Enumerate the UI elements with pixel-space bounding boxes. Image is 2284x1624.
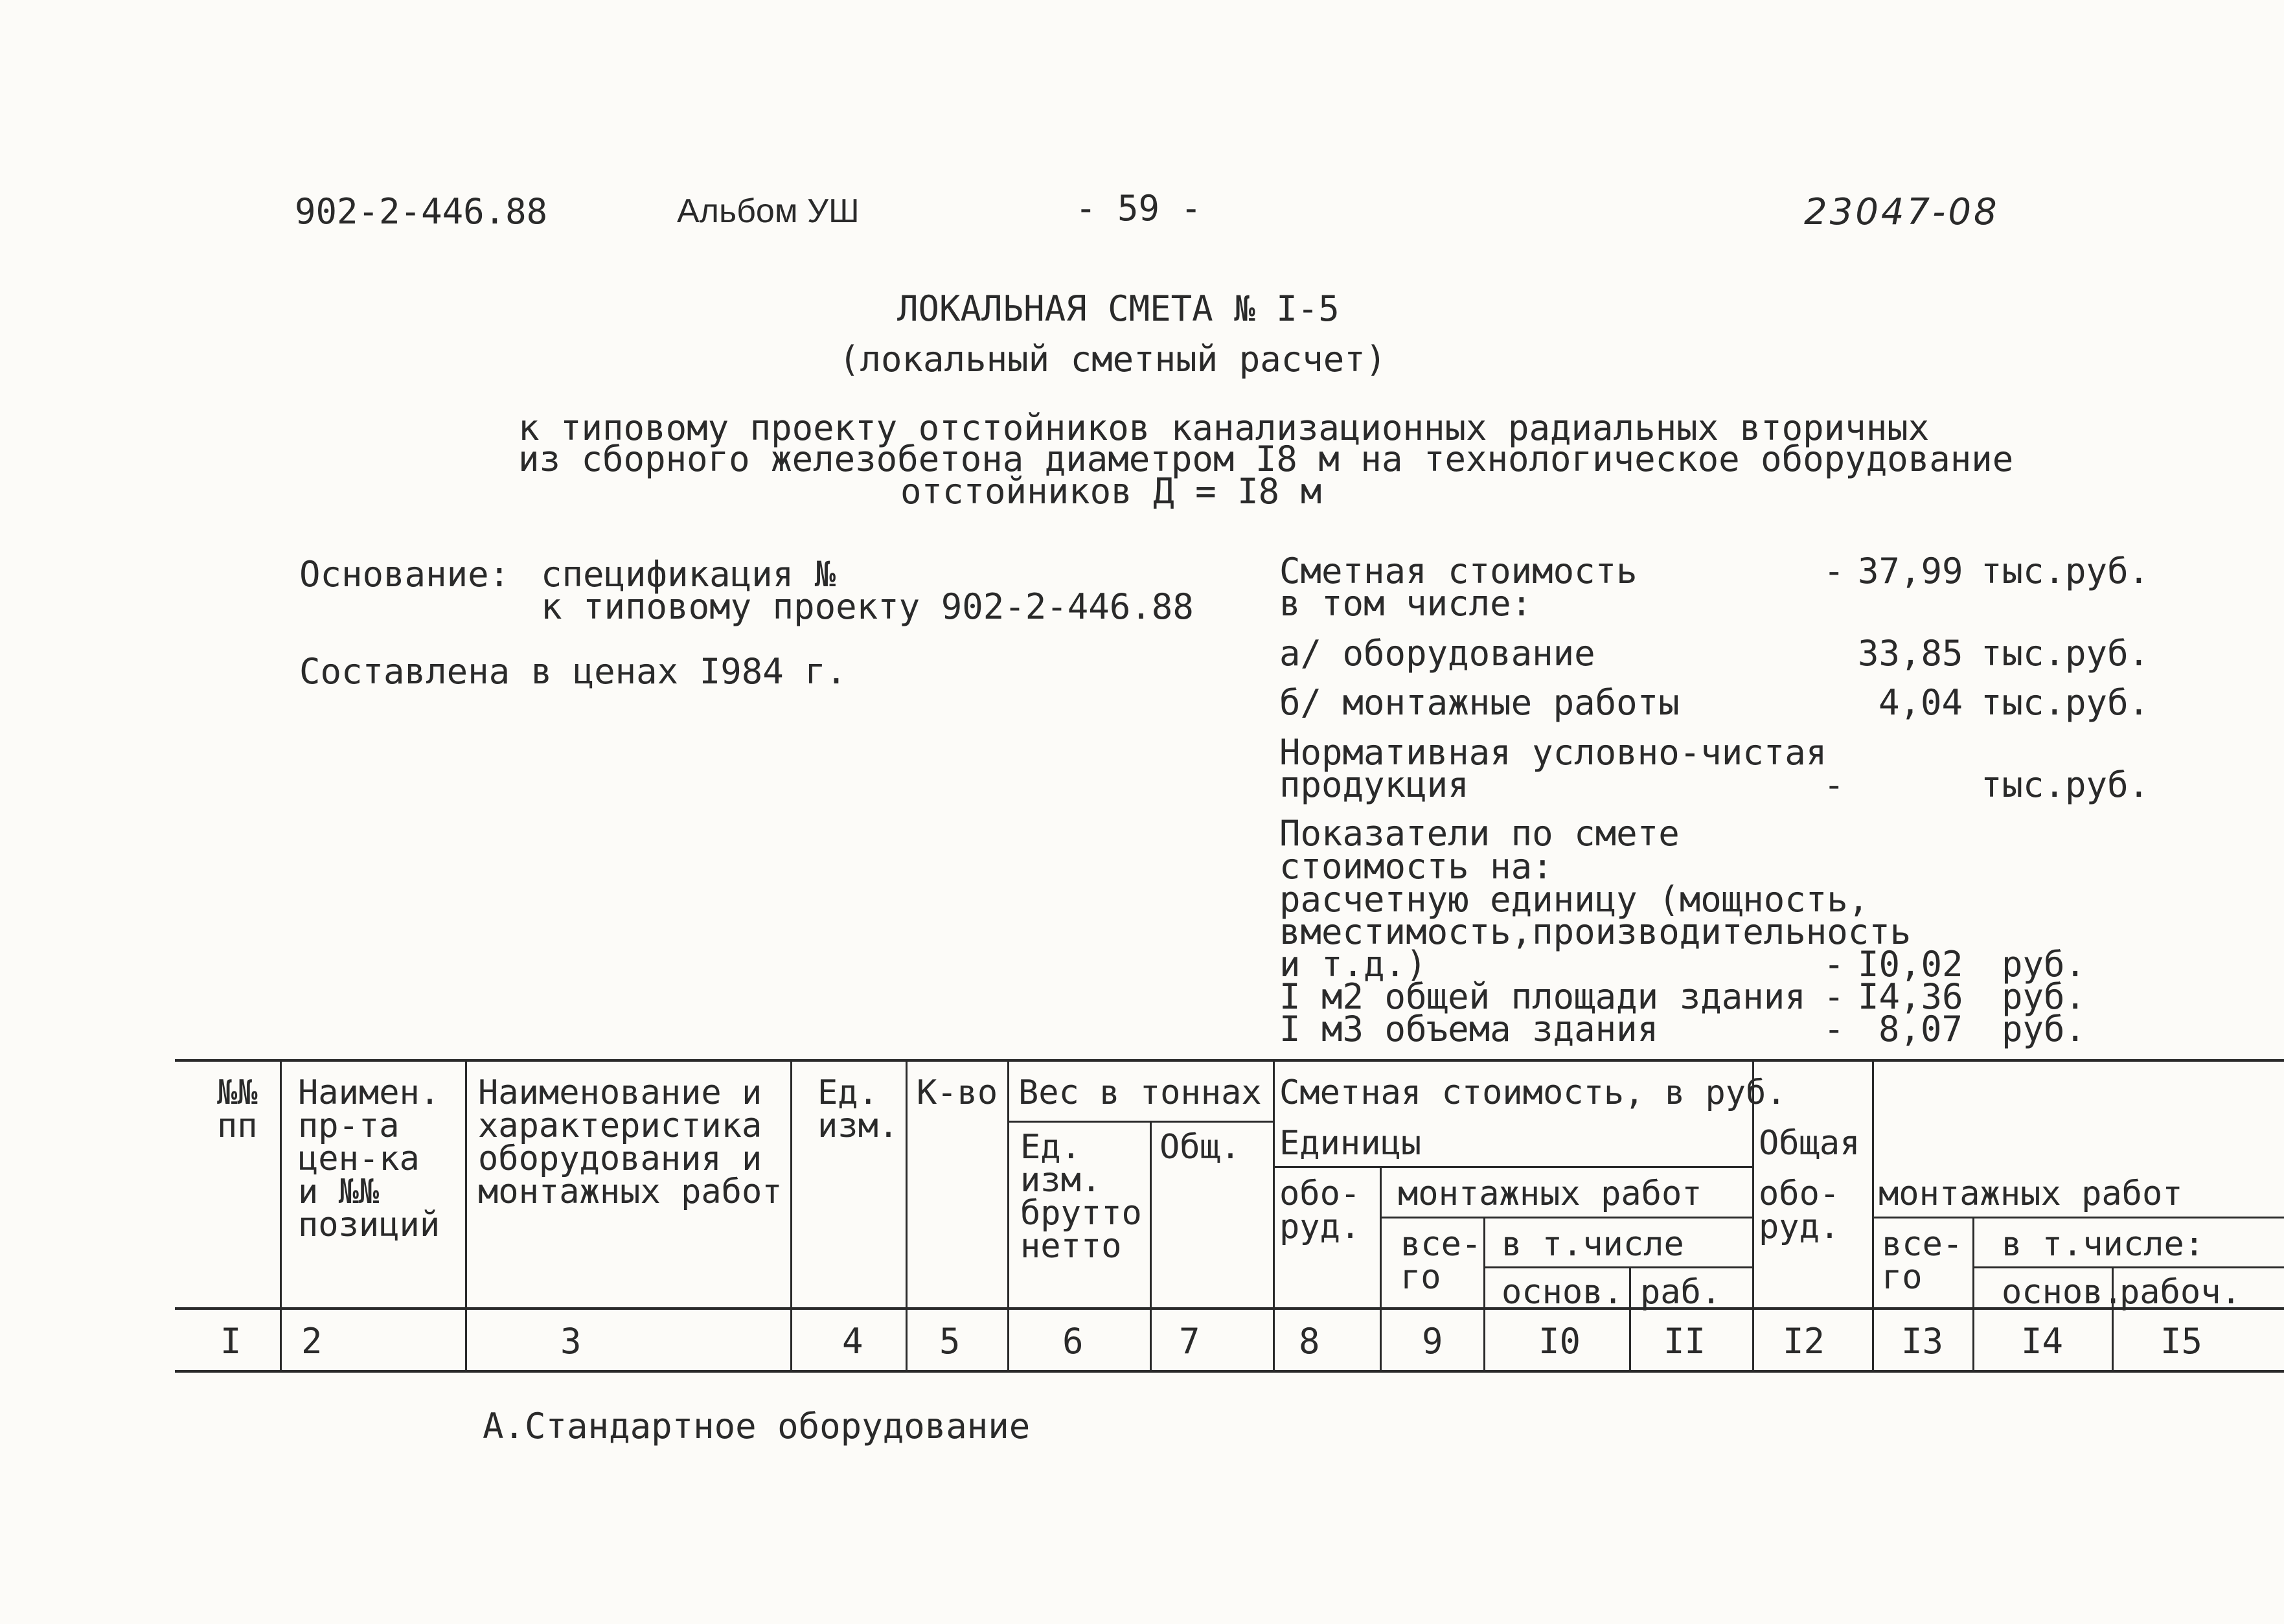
- header-price-ref: Наимен. пр-та цен-ка и №№ позиций: [298, 1073, 440, 1244]
- unit-cost-value: I0,02: [1858, 944, 1963, 985]
- rule-total-incl: [1972, 1266, 2284, 1268]
- prices-note: Составлена в ценах I984 г.: [299, 651, 847, 692]
- col-number: 2: [301, 1321, 323, 1362]
- volume-cost-value: 8,07: [1879, 1009, 1963, 1049]
- col-number: 9: [1422, 1321, 1443, 1362]
- including-label: в том числе:: [1279, 583, 1533, 624]
- unit-cost-unit: руб.: [2002, 944, 2086, 985]
- indicators-label-1: Показатели по смете: [1279, 813, 1680, 854]
- vline-1: [280, 1059, 282, 1373]
- vline-6: [1150, 1121, 1152, 1373]
- mounting-value: 4,04: [1879, 682, 1963, 723]
- vline-8: [1380, 1166, 1382, 1373]
- col-number: 7: [1179, 1321, 1200, 1362]
- indicators-label-2: стоимость на:: [1279, 846, 1553, 887]
- col-number: 3: [560, 1321, 582, 1362]
- subject-line-2: из сборного железобетона диаметром I8 м на технологическое оборудование: [518, 439, 2014, 479]
- total-cost-value: 37,99: [1858, 551, 1963, 591]
- header-name: Наименование и характеристика оборудования и монтажных работ: [478, 1073, 782, 1211]
- header-total: Общая: [1759, 1124, 1860, 1163]
- normative-unit: тыс.руб.: [1981, 764, 2150, 805]
- estimate-title: ЛОКАЛЬНАЯ СМЕТА № I-5: [897, 288, 1340, 329]
- col-number: I2: [1783, 1321, 1825, 1362]
- col-number: I0: [1538, 1321, 1581, 1362]
- col-number: I4: [2021, 1321, 2064, 1362]
- vline-3: [790, 1059, 792, 1373]
- page-number: - 59 -: [1075, 188, 1202, 229]
- area-cost-value: I4,36: [1858, 976, 1963, 1017]
- header-weight-unit: Ед. изм. брутто нетто: [1020, 1128, 1142, 1266]
- col-number: II: [1663, 1321, 1706, 1362]
- subject-line-3: отстойников Д = I8 м: [900, 471, 1322, 512]
- document-code: 902-2-446.88: [295, 191, 548, 232]
- table-top-rule: [175, 1059, 2284, 1062]
- section-heading: А.Стандартное оборудование: [483, 1406, 1031, 1447]
- mounting-unit: тыс.руб.: [1981, 682, 2150, 723]
- total-cost-label: Сметная стоимость: [1279, 551, 1638, 591]
- volume-cost-label: I м3 объема здания: [1279, 1009, 1659, 1049]
- archive-stamp: 23047-08: [1804, 191, 2000, 233]
- estimate-subtitle: (локальный сметный расчет): [839, 339, 1387, 380]
- rule-incl-sub: [1483, 1266, 1752, 1268]
- vline-10: [1629, 1266, 1631, 1373]
- subject-line-1: к типовому проекту отстойников канализационных радиальных вторичных: [518, 407, 1930, 448]
- total-cost-unit: тыс.руб.: [1981, 551, 2150, 591]
- indicators-label-4: вместимость,производительность: [1279, 911, 1912, 952]
- header-cost: Сметная стоимость, в руб.: [1279, 1073, 1787, 1112]
- header-total-mount: монтажных работ: [1879, 1174, 2183, 1213]
- header-qty: К-во: [917, 1073, 998, 1112]
- basis-project: к типовому проекту 902-2-446.88: [541, 586, 1194, 627]
- vline-2: [465, 1059, 467, 1373]
- header-mount-work: раб.: [1640, 1273, 1722, 1312]
- equipment-label: а/ оборудование: [1279, 633, 1595, 674]
- normative-dash: -: [1823, 764, 1845, 805]
- vline-13: [1972, 1217, 1974, 1373]
- col-number: 5: [939, 1321, 961, 1362]
- area-cost-unit: руб.: [2002, 976, 2086, 1017]
- normative-label-2: продукция: [1279, 764, 1469, 805]
- area-cost-label: I м2 общей площади здания: [1279, 976, 1806, 1017]
- total-cost-dash: -: [1823, 551, 1845, 591]
- header-total-all: все- го: [1882, 1225, 1963, 1297]
- volume-cost-dash: -: [1823, 1009, 1845, 1049]
- header-total-base: основ.: [2002, 1273, 2123, 1312]
- header-equip: обо- руд.: [1279, 1174, 1361, 1246]
- col-number: 8: [1299, 1321, 1320, 1362]
- normative-label-1: Нормативная условно-чистая: [1279, 732, 1827, 773]
- col-number: 6: [1062, 1321, 1084, 1362]
- vline-5: [1007, 1059, 1009, 1373]
- rule-mount-sub: [1380, 1217, 1752, 1218]
- header-weight: Вес в тоннах: [1018, 1073, 1262, 1112]
- header-mount-all: все- го: [1400, 1225, 1482, 1297]
- header-mount-incl: в т.числе: [1502, 1225, 1684, 1264]
- area-cost-dash: -: [1823, 976, 1845, 1017]
- rule-numbers-bottom: [175, 1370, 2284, 1373]
- header-units: Единицы: [1279, 1124, 1422, 1163]
- basis-spec: спецификация №: [541, 554, 836, 595]
- header-total-work: рабоч.: [2119, 1273, 2241, 1312]
- header-total-incl: в т.числе:: [2002, 1225, 2205, 1264]
- vline-7: [1273, 1059, 1275, 1373]
- col-number: I3: [1901, 1321, 1944, 1362]
- equipment-unit: тыс.руб.: [1981, 633, 2150, 674]
- vline-9: [1483, 1217, 1485, 1373]
- mounting-label: б/ монтажные работы: [1279, 682, 1680, 723]
- header-weight-total: Общ.: [1159, 1128, 1241, 1167]
- rule-total-mount: [1872, 1217, 2284, 1218]
- header-unit: Ед. изм.: [817, 1073, 899, 1145]
- header-total-equip: обо- руд.: [1759, 1174, 1840, 1246]
- basis-label: Основание:: [299, 554, 510, 595]
- vline-12: [1872, 1059, 1874, 1373]
- header-mount-base: основ.: [1502, 1273, 1623, 1312]
- album-label: Альбом УШ: [677, 192, 860, 230]
- rule-units: [1273, 1166, 1752, 1168]
- vline-4: [906, 1059, 908, 1373]
- rule-weight-sub: [1007, 1121, 1273, 1123]
- rule-header-bottom: [175, 1307, 2284, 1310]
- unit-cost-dash: -: [1823, 944, 1845, 985]
- header-no: №№ пп: [217, 1073, 258, 1145]
- indicators-label-5: и т.д.): [1279, 944, 1427, 985]
- col-number: 4: [842, 1321, 863, 1362]
- equipment-value: 33,85: [1858, 633, 1963, 674]
- volume-cost-unit: руб.: [2002, 1009, 2086, 1049]
- col-number: I5: [2160, 1321, 2203, 1362]
- col-number: I: [220, 1321, 242, 1362]
- header-mount: монтажных работ: [1398, 1174, 1702, 1213]
- indicators-label-3: расчетную единицу (мощность,: [1279, 879, 1869, 920]
